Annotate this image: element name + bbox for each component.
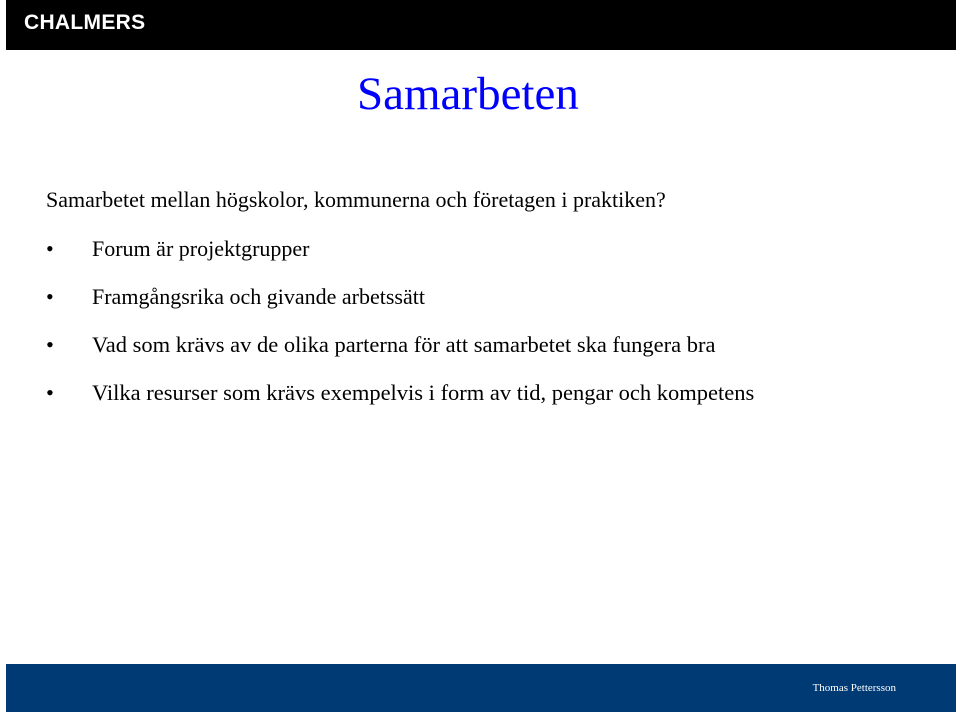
chalmers-logo: CHALMERS: [24, 11, 146, 34]
author-name: Thomas Pettersson: [812, 682, 896, 694]
bullet-icon: •: [46, 380, 54, 405]
bullet-text: Vilka resurser som krävs exempelvis i form av tid, pengar och kompetens: [92, 380, 755, 405]
bullet-text: Forum är projektgrupper: [92, 236, 310, 261]
header-bar: [6, 0, 956, 50]
bullet-text: Vad som krävs av de olika parterna för att samarbetet ska fungera bra: [92, 332, 716, 357]
bullet-icon: •: [46, 332, 54, 357]
bullet-item: [46, 380, 754, 428]
bullet-item: [46, 284, 754, 332]
slide-title: Samarbeten: [357, 68, 579, 120]
footer-bar: [6, 664, 956, 712]
bullet-list: [46, 236, 754, 428]
bullet-icon: •: [46, 236, 54, 261]
intro-text: Samarbetet mellan högskolor, kommunerna och företagen i praktiken?: [46, 187, 666, 212]
bullet-text: Framgångsrika och givande arbetssätt: [92, 284, 425, 309]
bullet-icon: •: [46, 284, 54, 309]
bullet-item: [46, 236, 754, 284]
bullet-item: [46, 332, 754, 380]
